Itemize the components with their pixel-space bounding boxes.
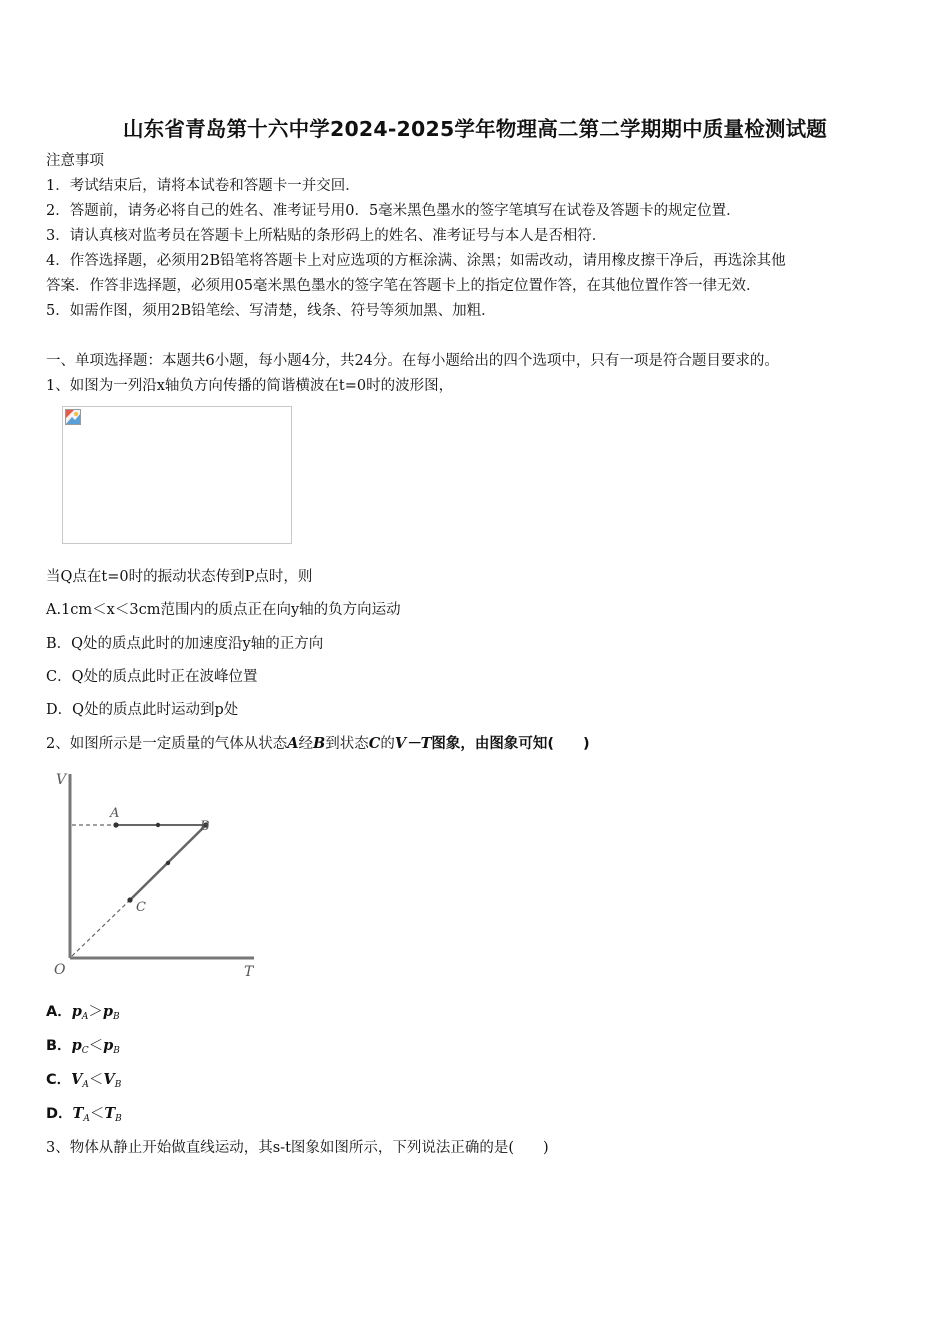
notice-heading: 注意事项 — [46, 153, 104, 169]
point-c — [127, 897, 132, 902]
point-c-label: C — [136, 900, 146, 915]
subscript: A — [83, 1114, 90, 1124]
q2-stem-part: 图象，由图象可知( ) — [431, 736, 590, 752]
q1-option-b: B．Q处的质点此时的加速度沿y轴的正方向 — [46, 636, 324, 652]
var: V — [103, 1071, 115, 1088]
relation: ＜ — [88, 1038, 104, 1054]
subscript: B — [113, 1012, 120, 1022]
q1-option-d: D．Q处的质点此时运动到p处 — [46, 702, 239, 718]
q3-stem: 3、物体从静止开始做直线运动，其s-t图象如图所示，下列说法正确的是( ) — [46, 1140, 549, 1156]
point-b-label: B — [200, 819, 210, 834]
q2-vt-graph — [46, 768, 268, 986]
notice-item: 5．如需作图，须用2B铅笔绘、写清楚，线条、符号等须加黑、加粗． — [46, 303, 496, 319]
point-a-label: A — [110, 806, 120, 821]
q2-stem — [46, 734, 590, 754]
x-axis-label: T — [244, 964, 254, 980]
q2-option-label: D． — [46, 1106, 73, 1122]
page-title: 山东省青岛第十六中学2024-2025学年物理高二第二学期期中质量检测试题 — [122, 117, 828, 141]
y-axis-label: V — [56, 772, 67, 788]
q2-stem-part: 到状态 — [325, 736, 369, 752]
var: p — [71, 1003, 82, 1020]
notice-item: 1．考试结束后，请将本试卷和答题卡一并交回． — [46, 178, 360, 194]
subscript: B — [114, 1080, 122, 1090]
q2-option-label: C． — [46, 1072, 72, 1088]
relation: ＜ — [88, 1072, 104, 1088]
q2-option-label: A． — [46, 1004, 72, 1020]
var: p — [71, 1037, 82, 1054]
q2-option-d — [46, 1104, 122, 1129]
origin-label: O — [54, 962, 66, 978]
broken-image-icon — [65, 409, 81, 425]
var: V — [71, 1071, 83, 1088]
point-mid — [156, 823, 160, 827]
relation: ＜ — [89, 1106, 105, 1122]
var: T — [72, 1105, 84, 1122]
point-a — [113, 822, 118, 827]
subscript: B — [113, 1046, 120, 1056]
q2-state-b: B — [313, 735, 326, 752]
subscript: A — [82, 1080, 89, 1090]
var: p — [103, 1037, 114, 1054]
var: p — [102, 1003, 114, 1020]
notice-item: 3．请认真核对监考员在答题卡上所粘贴的条形码上的姓名、准考证号与本人是否相符． — [46, 228, 607, 244]
q2-state-a: A — [287, 735, 299, 752]
point-mid2 — [166, 861, 170, 865]
q1-prompt: 当Q点在t=0时的振动状态传到P点时，则 — [46, 569, 313, 585]
notice-item: 2．答题前，请务必将自己的姓名、准考证号用0．5毫米黑色墨水的签字笔填写在试卷及答题卡的规定位置． — [46, 203, 741, 219]
q2-stem-part: 2、如图所示是一定质量的气体从状态 — [46, 736, 288, 752]
dashed-line-oc — [72, 900, 130, 956]
q1-option-c: C．Q处的质点此时正在波峰位置 — [46, 669, 258, 685]
q2-stem-part: 的 — [380, 736, 395, 752]
q2-stem-part: 经 — [298, 736, 313, 752]
relation: ＞ — [88, 1004, 103, 1020]
subscript: B — [115, 1114, 122, 1124]
subscript: A — [81, 1012, 89, 1022]
q2-vt-label: V－T — [394, 735, 432, 752]
subscript: C — [81, 1046, 89, 1056]
q2-option-b — [46, 1036, 120, 1061]
q1-stem: 1、如图为一列沿x轴负方向传播的简谐横波在t=0时的波形图， — [46, 378, 454, 394]
section-heading: 一、单项选择题：本题共6小题，每小题4分，共24分。在每小题给出的四个选项中，只有一项是符合题目要求的。 — [46, 353, 779, 369]
var: T — [104, 1105, 116, 1122]
q2-state-c: C — [368, 735, 381, 752]
notice-item: 答案．作答非选择题，必须用05毫米黑色墨水的签字笔在答题卡上的指定位置作答，在其他位置作答一律无效． — [46, 278, 761, 294]
q2-option-c — [46, 1070, 121, 1095]
q2-option-label: B． — [46, 1038, 72, 1054]
notice-item: 4．作答选择题，必须用2B铅笔将答题卡上对应选项的方框涂满、涂黑；如需改动，请用橡皮擦干净后，再选涂其他 — [46, 253, 786, 269]
q1-wave-figure-placeholder — [62, 406, 292, 544]
q1-option-a: A.1cm＜x＜3cm范围内的质点正在向y轴的负方向运动 — [46, 602, 401, 618]
q2-option-a — [46, 1002, 120, 1027]
